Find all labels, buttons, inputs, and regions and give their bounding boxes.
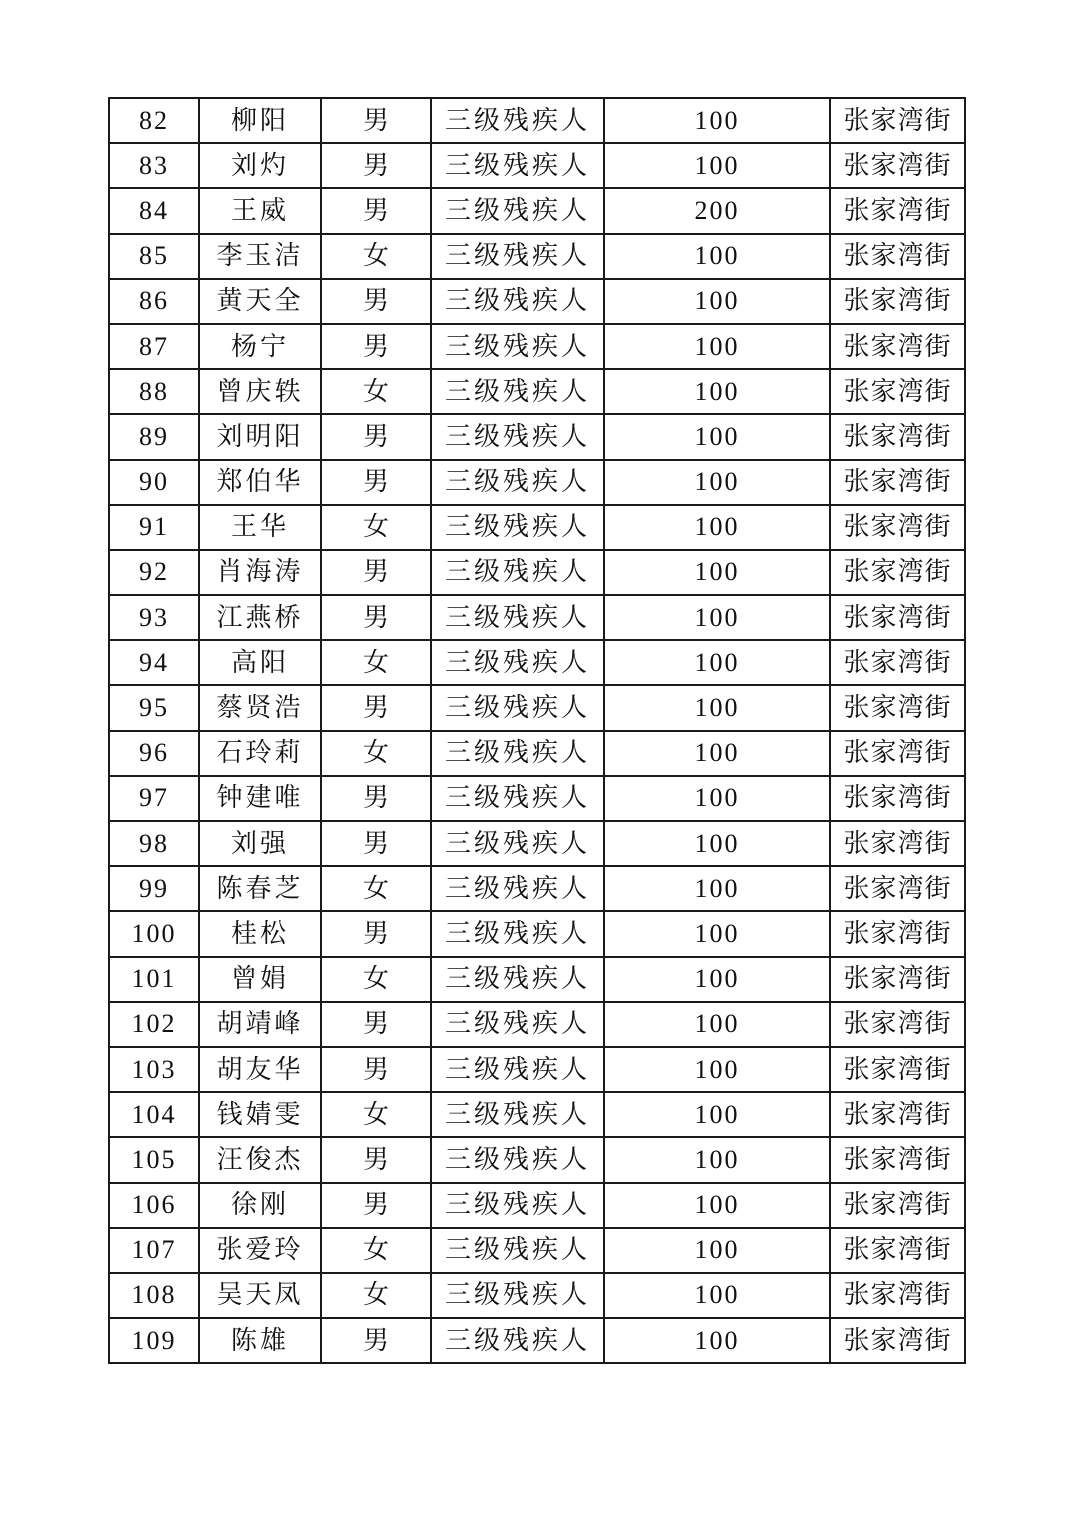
name-cell: 刘强 bbox=[199, 821, 321, 866]
name-cell: 李玉洁 bbox=[199, 234, 321, 279]
street-cell: 张家湾街 bbox=[830, 369, 965, 414]
street-cell: 张家湾街 bbox=[830, 1228, 965, 1273]
row-number-cell: 82 bbox=[109, 98, 199, 143]
name-cell: 石玲莉 bbox=[199, 731, 321, 776]
street-cell: 张家湾街 bbox=[830, 911, 965, 956]
amount-cell: 100 bbox=[604, 640, 830, 685]
name-cell: 钟建唯 bbox=[199, 776, 321, 821]
row-number-cell: 109 bbox=[109, 1318, 199, 1363]
street-cell: 张家湾街 bbox=[830, 1137, 965, 1182]
table-row bbox=[109, 1183, 965, 1228]
gender-cell: 男 bbox=[321, 776, 431, 821]
amount-cell: 100 bbox=[604, 595, 830, 640]
gender-cell: 男 bbox=[321, 414, 431, 459]
gender-cell: 男 bbox=[321, 595, 431, 640]
category-cell: 三级残疾人 bbox=[431, 1318, 604, 1363]
row-number-cell: 93 bbox=[109, 595, 199, 640]
table-row bbox=[109, 188, 965, 233]
row-number-cell: 85 bbox=[109, 234, 199, 279]
gender-cell: 男 bbox=[321, 685, 431, 730]
category-cell: 三级残疾人 bbox=[431, 188, 604, 233]
street-cell: 张家湾街 bbox=[830, 595, 965, 640]
recipient-table bbox=[108, 97, 966, 1364]
name-cell: 高阳 bbox=[199, 640, 321, 685]
row-number-cell: 108 bbox=[109, 1273, 199, 1318]
row-number-cell: 97 bbox=[109, 776, 199, 821]
amount-cell: 100 bbox=[604, 1318, 830, 1363]
category-cell: 三级残疾人 bbox=[431, 234, 604, 279]
gender-cell: 男 bbox=[321, 1047, 431, 1092]
table-row bbox=[109, 143, 965, 188]
name-cell: 杨宁 bbox=[199, 324, 321, 369]
gender-cell: 女 bbox=[321, 234, 431, 279]
row-number-cell: 98 bbox=[109, 821, 199, 866]
category-cell: 三级残疾人 bbox=[431, 821, 604, 866]
row-number-cell: 92 bbox=[109, 550, 199, 595]
category-cell: 三级残疾人 bbox=[431, 550, 604, 595]
table-row bbox=[109, 550, 965, 595]
row-number-cell: 87 bbox=[109, 324, 199, 369]
table-row bbox=[109, 821, 965, 866]
table-row bbox=[109, 1047, 965, 1092]
table-row bbox=[109, 369, 965, 414]
gender-cell: 男 bbox=[321, 1002, 431, 1047]
street-cell: 张家湾街 bbox=[830, 640, 965, 685]
category-cell: 三级残疾人 bbox=[431, 1002, 604, 1047]
category-cell: 三级残疾人 bbox=[431, 1092, 604, 1137]
row-number-cell: 86 bbox=[109, 279, 199, 324]
row-number-cell: 106 bbox=[109, 1183, 199, 1228]
street-cell: 张家湾街 bbox=[830, 143, 965, 188]
table-row bbox=[109, 414, 965, 459]
table-row bbox=[109, 460, 965, 505]
table-row bbox=[109, 1318, 965, 1363]
name-cell: 陈雄 bbox=[199, 1318, 321, 1363]
row-number-cell: 101 bbox=[109, 957, 199, 1002]
table-row bbox=[109, 1273, 965, 1318]
table-row bbox=[109, 98, 965, 143]
gender-cell: 女 bbox=[321, 731, 431, 776]
category-cell: 三级残疾人 bbox=[431, 731, 604, 776]
street-cell: 张家湾街 bbox=[830, 1183, 965, 1228]
gender-cell: 男 bbox=[321, 1137, 431, 1182]
gender-cell: 女 bbox=[321, 369, 431, 414]
gender-cell: 女 bbox=[321, 1273, 431, 1318]
row-number-cell: 100 bbox=[109, 911, 199, 956]
row-number-cell: 95 bbox=[109, 685, 199, 730]
name-cell: 刘明阳 bbox=[199, 414, 321, 459]
street-cell: 张家湾街 bbox=[830, 776, 965, 821]
row-number-cell: 99 bbox=[109, 866, 199, 911]
category-cell: 三级残疾人 bbox=[431, 324, 604, 369]
name-cell: 陈春芝 bbox=[199, 866, 321, 911]
street-cell: 张家湾街 bbox=[830, 505, 965, 550]
amount-cell: 100 bbox=[604, 911, 830, 956]
amount-cell: 100 bbox=[604, 866, 830, 911]
table-row bbox=[109, 595, 965, 640]
name-cell: 钱婧雯 bbox=[199, 1092, 321, 1137]
category-cell: 三级残疾人 bbox=[431, 776, 604, 821]
name-cell: 柳阳 bbox=[199, 98, 321, 143]
row-number-cell: 84 bbox=[109, 188, 199, 233]
street-cell: 张家湾街 bbox=[830, 685, 965, 730]
category-cell: 三级残疾人 bbox=[431, 143, 604, 188]
amount-cell: 100 bbox=[604, 369, 830, 414]
name-cell: 徐刚 bbox=[199, 1183, 321, 1228]
gender-cell: 男 bbox=[321, 550, 431, 595]
row-number-cell: 90 bbox=[109, 460, 199, 505]
row-number-cell: 91 bbox=[109, 505, 199, 550]
name-cell: 张爱玲 bbox=[199, 1228, 321, 1273]
amount-cell: 100 bbox=[604, 957, 830, 1002]
category-cell: 三级残疾人 bbox=[431, 414, 604, 459]
name-cell: 肖海涛 bbox=[199, 550, 321, 595]
street-cell: 张家湾街 bbox=[830, 866, 965, 911]
street-cell: 张家湾街 bbox=[830, 414, 965, 459]
street-cell: 张家湾街 bbox=[830, 550, 965, 595]
category-cell: 三级残疾人 bbox=[431, 279, 604, 324]
name-cell: 王华 bbox=[199, 505, 321, 550]
row-number-cell: 88 bbox=[109, 369, 199, 414]
category-cell: 三级残疾人 bbox=[431, 685, 604, 730]
category-cell: 三级残疾人 bbox=[431, 98, 604, 143]
amount-cell: 100 bbox=[604, 550, 830, 595]
street-cell: 张家湾街 bbox=[830, 324, 965, 369]
table-row bbox=[109, 1092, 965, 1137]
gender-cell: 男 bbox=[321, 188, 431, 233]
name-cell: 胡靖峰 bbox=[199, 1002, 321, 1047]
street-cell: 张家湾街 bbox=[830, 234, 965, 279]
gender-cell: 女 bbox=[321, 866, 431, 911]
table-row bbox=[109, 866, 965, 911]
street-cell: 张家湾街 bbox=[830, 1273, 965, 1318]
row-number-cell: 96 bbox=[109, 731, 199, 776]
gender-cell: 女 bbox=[321, 640, 431, 685]
amount-cell: 100 bbox=[604, 98, 830, 143]
gender-cell: 女 bbox=[321, 957, 431, 1002]
category-cell: 三级残疾人 bbox=[431, 1137, 604, 1182]
row-number-cell: 83 bbox=[109, 143, 199, 188]
row-number-cell: 107 bbox=[109, 1228, 199, 1273]
name-cell: 曾庆轶 bbox=[199, 369, 321, 414]
amount-cell: 100 bbox=[604, 1002, 830, 1047]
name-cell: 曾娟 bbox=[199, 957, 321, 1002]
gender-cell: 男 bbox=[321, 279, 431, 324]
amount-cell: 100 bbox=[604, 821, 830, 866]
amount-cell: 100 bbox=[604, 414, 830, 459]
amount-cell: 100 bbox=[604, 776, 830, 821]
amount-cell: 100 bbox=[604, 1183, 830, 1228]
street-cell: 张家湾街 bbox=[830, 1047, 965, 1092]
name-cell: 江燕桥 bbox=[199, 595, 321, 640]
street-cell: 张家湾街 bbox=[830, 957, 965, 1002]
name-cell: 蔡贤浩 bbox=[199, 685, 321, 730]
table-body bbox=[109, 98, 965, 1363]
row-number-cell: 103 bbox=[109, 1047, 199, 1092]
amount-cell: 100 bbox=[604, 1273, 830, 1318]
category-cell: 三级残疾人 bbox=[431, 911, 604, 956]
amount-cell: 100 bbox=[604, 234, 830, 279]
table-row bbox=[109, 685, 965, 730]
amount-cell: 100 bbox=[604, 1047, 830, 1092]
category-cell: 三级残疾人 bbox=[431, 1183, 604, 1228]
category-cell: 三级残疾人 bbox=[431, 1228, 604, 1273]
row-number-cell: 104 bbox=[109, 1092, 199, 1137]
table-row bbox=[109, 1228, 965, 1273]
gender-cell: 男 bbox=[321, 1183, 431, 1228]
gender-cell: 男 bbox=[321, 324, 431, 369]
gender-cell: 女 bbox=[321, 1092, 431, 1137]
amount-cell: 200 bbox=[604, 188, 830, 233]
table-row bbox=[109, 279, 965, 324]
amount-cell: 100 bbox=[604, 685, 830, 730]
gender-cell: 男 bbox=[321, 821, 431, 866]
amount-cell: 100 bbox=[604, 505, 830, 550]
name-cell: 桂松 bbox=[199, 911, 321, 956]
table-row bbox=[109, 776, 965, 821]
row-number-cell: 94 bbox=[109, 640, 199, 685]
table-row bbox=[109, 324, 965, 369]
name-cell: 郑伯华 bbox=[199, 460, 321, 505]
table-row bbox=[109, 1137, 965, 1182]
category-cell: 三级残疾人 bbox=[431, 460, 604, 505]
street-cell: 张家湾街 bbox=[830, 1318, 965, 1363]
category-cell: 三级残疾人 bbox=[431, 369, 604, 414]
table-row bbox=[109, 1002, 965, 1047]
name-cell: 胡友华 bbox=[199, 1047, 321, 1092]
street-cell: 张家湾街 bbox=[830, 821, 965, 866]
street-cell: 张家湾街 bbox=[830, 188, 965, 233]
gender-cell: 男 bbox=[321, 1318, 431, 1363]
street-cell: 张家湾街 bbox=[830, 460, 965, 505]
table-row bbox=[109, 640, 965, 685]
amount-cell: 100 bbox=[604, 1137, 830, 1182]
category-cell: 三级残疾人 bbox=[431, 595, 604, 640]
name-cell: 黄天全 bbox=[199, 279, 321, 324]
street-cell: 张家湾街 bbox=[830, 1092, 965, 1137]
gender-cell: 男 bbox=[321, 143, 431, 188]
amount-cell: 100 bbox=[604, 1228, 830, 1273]
category-cell: 三级残疾人 bbox=[431, 1273, 604, 1318]
name-cell: 王威 bbox=[199, 188, 321, 233]
table-row bbox=[109, 234, 965, 279]
row-number-cell: 102 bbox=[109, 1002, 199, 1047]
gender-cell: 男 bbox=[321, 460, 431, 505]
gender-cell: 男 bbox=[321, 911, 431, 956]
amount-cell: 100 bbox=[604, 1092, 830, 1137]
table-row bbox=[109, 731, 965, 776]
name-cell: 刘灼 bbox=[199, 143, 321, 188]
gender-cell: 女 bbox=[321, 1228, 431, 1273]
amount-cell: 100 bbox=[604, 143, 830, 188]
category-cell: 三级残疾人 bbox=[431, 957, 604, 1002]
street-cell: 张家湾街 bbox=[830, 731, 965, 776]
street-cell: 张家湾街 bbox=[830, 279, 965, 324]
category-cell: 三级残疾人 bbox=[431, 866, 604, 911]
table-row bbox=[109, 505, 965, 550]
amount-cell: 100 bbox=[604, 279, 830, 324]
amount-cell: 100 bbox=[604, 731, 830, 776]
name-cell: 吴天凤 bbox=[199, 1273, 321, 1318]
street-cell: 张家湾街 bbox=[830, 98, 965, 143]
table-row bbox=[109, 957, 965, 1002]
amount-cell: 100 bbox=[604, 460, 830, 505]
category-cell: 三级残疾人 bbox=[431, 1047, 604, 1092]
row-number-cell: 89 bbox=[109, 414, 199, 459]
gender-cell: 女 bbox=[321, 505, 431, 550]
row-number-cell: 105 bbox=[109, 1137, 199, 1182]
category-cell: 三级残疾人 bbox=[431, 640, 604, 685]
gender-cell: 男 bbox=[321, 98, 431, 143]
amount-cell: 100 bbox=[604, 324, 830, 369]
name-cell: 汪俊杰 bbox=[199, 1137, 321, 1182]
street-cell: 张家湾街 bbox=[830, 1002, 965, 1047]
table-row bbox=[109, 911, 965, 956]
category-cell: 三级残疾人 bbox=[431, 505, 604, 550]
